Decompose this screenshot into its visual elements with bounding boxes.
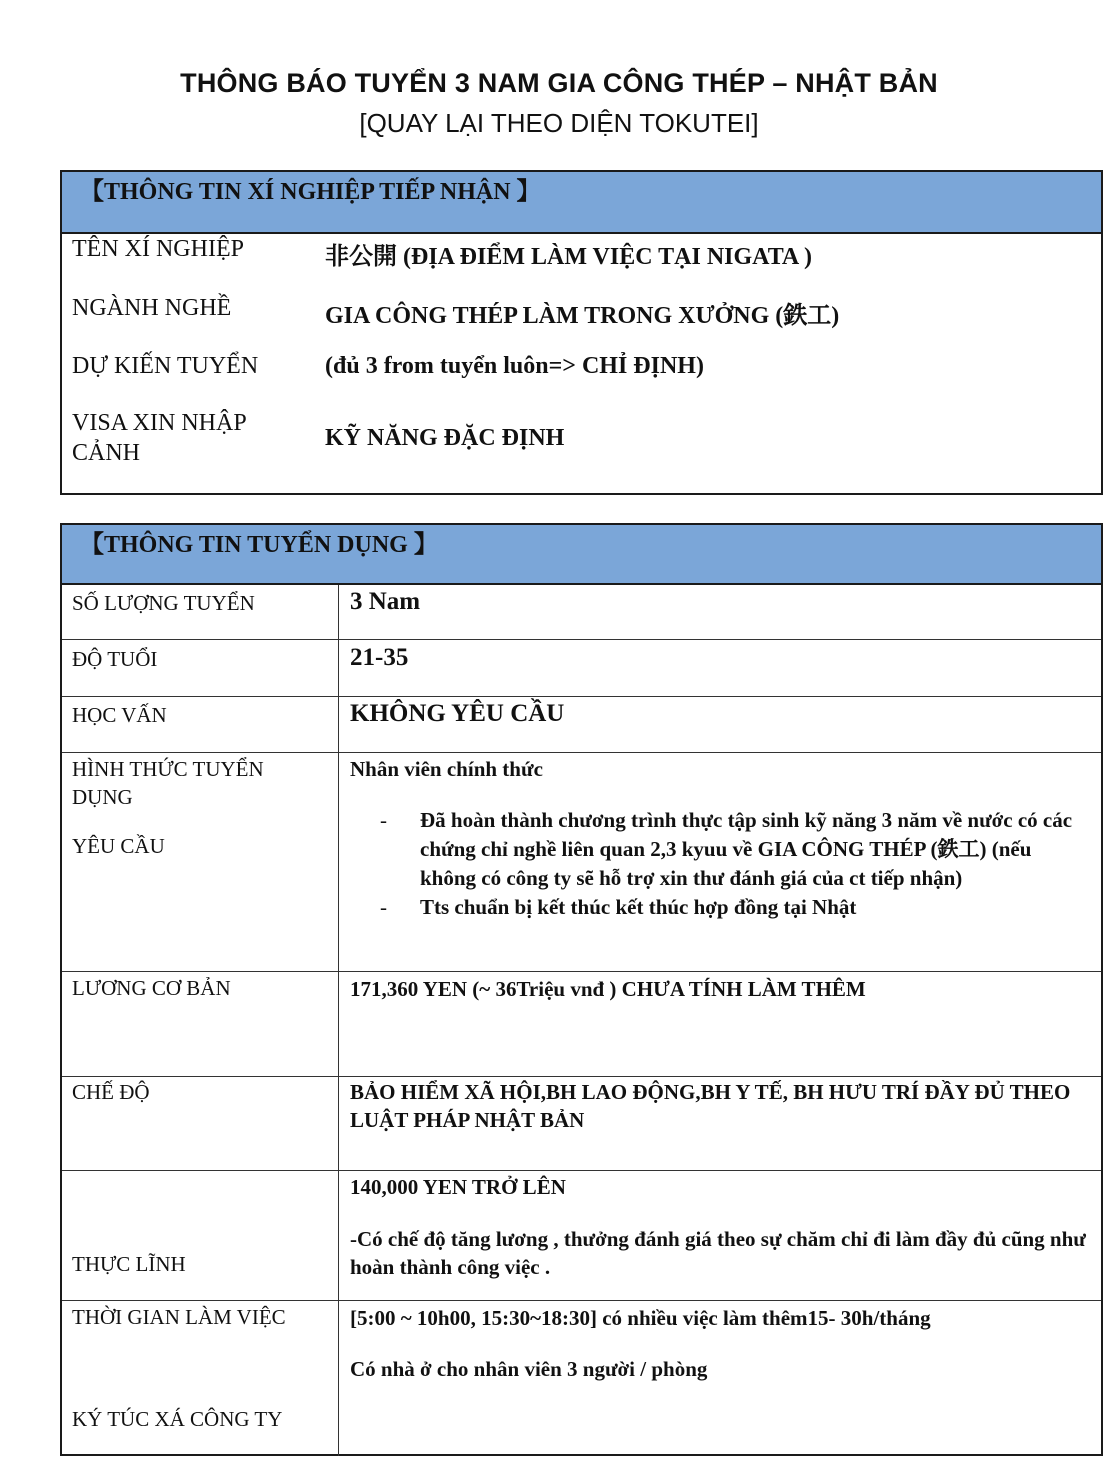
net-income-amount: 140,000 YEN TRỞ LÊN bbox=[350, 1175, 566, 1199]
basic-salary-label: LƯƠNG CƠ BẢN bbox=[72, 976, 231, 1000]
planned-recruit-label: DỰ KIẾN TUYỂN bbox=[72, 353, 259, 379]
employment-form-label-line2: DỤNG bbox=[72, 785, 133, 809]
page-title: THÔNG BÁO TUYỂN 3 NAM GIA CÔNG THÉP – NHẬT BẢN bbox=[180, 68, 938, 98]
recruitment-info-table bbox=[60, 523, 1103, 1456]
recruitment-info-header: 【THÔNG TIN TUYỂN DỤNG 】 bbox=[62, 525, 1101, 585]
column-divider bbox=[338, 585, 339, 1456]
company-name-value: 非公開 (ĐỊA ĐIỂM LÀM VIỆC TẠI NIGATA ) bbox=[325, 244, 812, 270]
industry-value: GIA CÔNG THÉP LÀM TRONG XƯỞNG (鉄工) bbox=[325, 303, 840, 329]
age-label: ĐỘ TUỔI bbox=[72, 647, 158, 671]
row-divider bbox=[62, 696, 1101, 697]
basic-salary-value: 171,360 YEN (~ 36Triệu vnđ ) CHƯA TÍNH LÀM THÊM bbox=[350, 977, 866, 1001]
row-divider bbox=[62, 639, 1101, 640]
working-hours-value: [5:00 ~ 10h00, 15:30~18:30] có nhiều việc làm thêm15- 30h/tháng bbox=[350, 1306, 931, 1330]
row-divider bbox=[62, 1170, 1101, 1171]
requirements-list bbox=[380, 806, 1080, 922]
quantity-label: SỐ LƯỢNG TUYỂN bbox=[72, 591, 255, 615]
employment-form-value: Nhân viên chính thức bbox=[350, 757, 543, 781]
industry-label: NGÀNH NGHỀ bbox=[72, 295, 232, 321]
benefits-label: CHẾ ĐỘ bbox=[72, 1080, 150, 1104]
visa-label-line2: CẢNH bbox=[72, 440, 141, 466]
page-subtitle: [QUAY LẠI THEO DIỆN TOKUTEI] bbox=[359, 108, 759, 138]
net-income-label: THỰC LĨNH bbox=[72, 1252, 186, 1276]
visa-label-line1: VISA XIN NHẬP bbox=[72, 410, 247, 436]
net-income-note: -Có chế độ tăng lương , thưởng đánh giá theo sự chăm chỉ đi làm đầy đủ cũng như hoàn thành công việc . bbox=[350, 1227, 1086, 1279]
row-divider bbox=[62, 1300, 1101, 1301]
employment-form-label-line1: HÌNH THỨC TUYỂN bbox=[72, 757, 264, 781]
company-info-table bbox=[60, 170, 1103, 495]
requirement-item: - Đã hoàn thành chương trình thực tập sinh kỹ năng 3 năm về nước có các chứng chỉ nghề liên quan 2,3 kyuu về GIA CÔNG THÉP (鉄工) (nếu không có công ty sẽ hỗ trợ xin thư đánh giá của ct tiếp nhận) bbox=[380, 806, 1080, 893]
company-info-header: 【THÔNG TIN XÍ NGHIỆP TIẾP NHẬN 】 bbox=[62, 172, 1101, 234]
row-divider bbox=[62, 1076, 1101, 1077]
company-name-label: TÊN XÍ NGHIỆP bbox=[72, 236, 244, 262]
working-hours-label: THỜI GIAN LÀM VIỆC bbox=[72, 1305, 286, 1329]
quantity-value: 3 Nam bbox=[350, 588, 421, 615]
dormitory-value: Có nhà ở cho nhân viên 3 người / phòng bbox=[350, 1357, 708, 1381]
row-divider bbox=[62, 752, 1101, 753]
dormitory-label: KÝ TÚC XÁ CÔNG TY bbox=[72, 1407, 283, 1431]
planned-recruit-value: (đủ 3 from tuyển luôn=> CHỈ ĐỊNH) bbox=[325, 353, 704, 379]
requirements-label: YÊU CẦU bbox=[72, 834, 165, 858]
education-value: KHÔNG YÊU CẦU bbox=[350, 700, 565, 727]
age-value: 21-35 bbox=[350, 644, 409, 671]
requirement-item: - Tts chuẩn bị kết thúc kết thúc hợp đồng tại Nhật bbox=[380, 893, 1080, 922]
visa-value: KỸ NĂNG ĐẶC ĐỊNH bbox=[325, 425, 565, 451]
benefits-value: BẢO HIỂM XÃ HỘI,BH LAO ĐỘNG,BH Y TẾ, BH HƯU TRÍ ĐẦY ĐỦ THEO LUẬT PHÁP NHẬT BẢN bbox=[350, 1080, 1071, 1132]
education-label: HỌC VẤN bbox=[72, 703, 167, 727]
row-divider bbox=[62, 971, 1101, 972]
employment-form-label bbox=[72, 755, 264, 811]
visa-label bbox=[72, 408, 247, 468]
